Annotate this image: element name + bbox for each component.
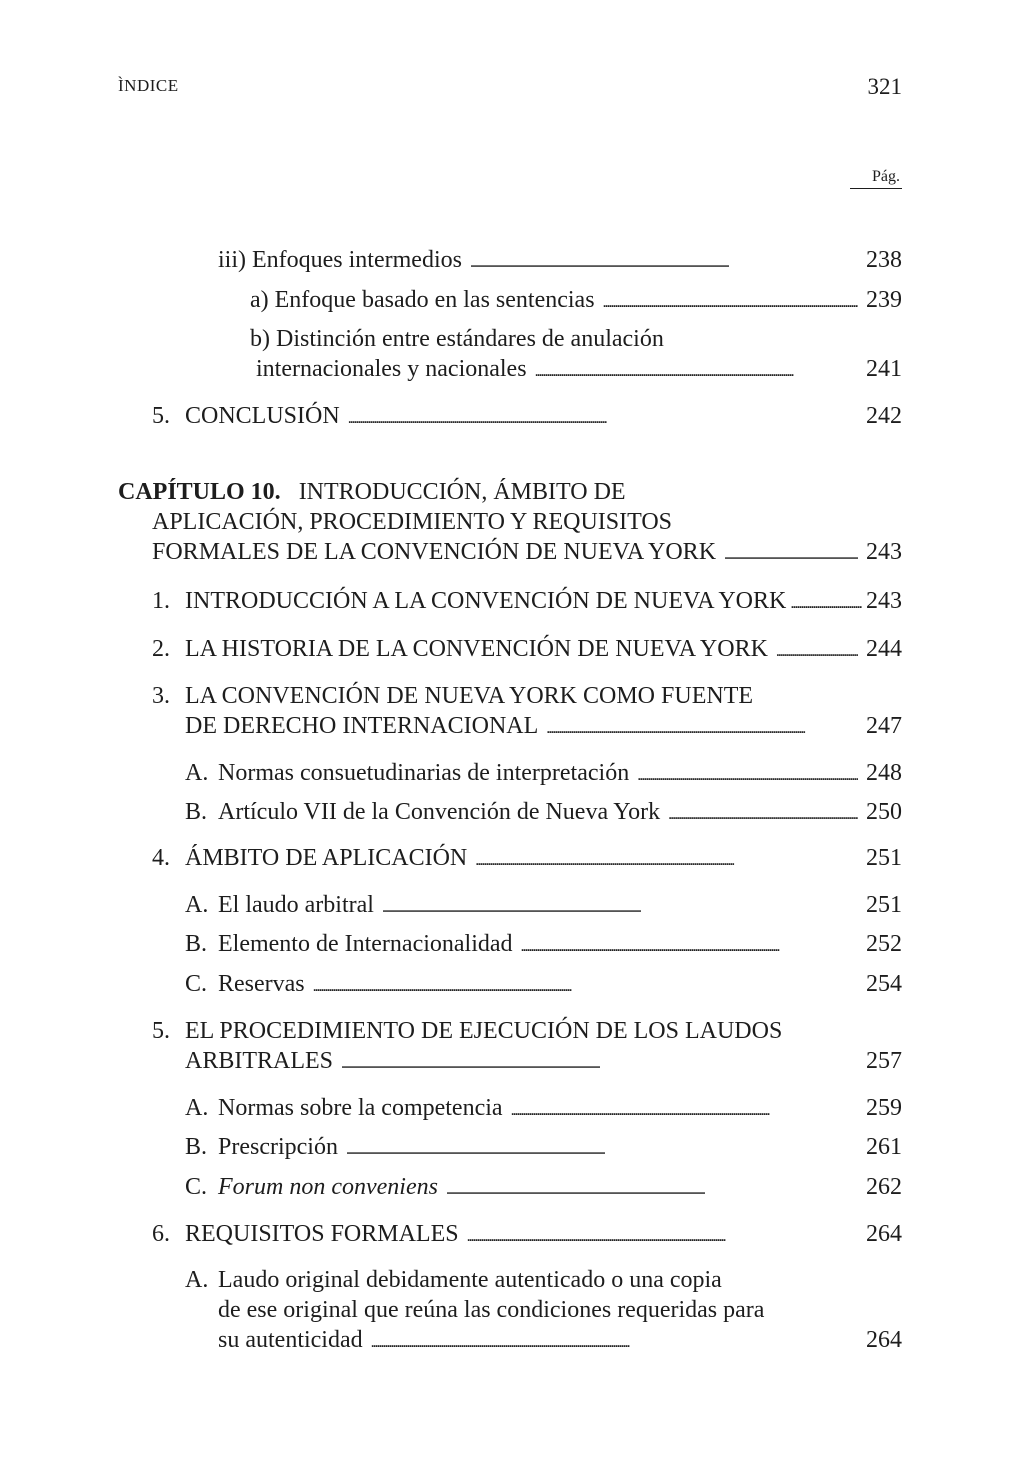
toc-entry: C. Forum non conveniens . . . 262 [185,1172,902,1205]
entry-page: 238 [866,247,902,273]
toc-entry: B. Elemento de Internacionalidad . . . 252 [185,929,902,962]
entry-page: 251 [866,892,902,918]
dot-leader [521,932,858,962]
dot-leader [470,248,858,278]
toc-entry: b) Distinción entre estándares de anulación internacionales y nacionales . . . 241 [250,324,902,387]
toc-entry: A. Normas sobre la competencia . . . 259 [185,1093,902,1126]
dot-leader [511,1096,858,1126]
entry-page: 250 [866,799,902,825]
dot-leader [341,1049,858,1079]
toc-entry: A. Normas consuetudinarias de interpretación . . . 248 [185,758,902,791]
entry-page: 257 [866,1048,902,1074]
dot-leader [668,800,858,830]
entry-page: 244 [866,636,902,662]
entry-page: 242 [866,403,902,429]
entry-page: 254 [866,971,902,997]
toc-entry: A. El laudo arbitral . . . 251 [185,890,902,923]
entry-page: 247 [866,713,902,739]
toc-entry: 2. LA HISTORIA DE LA CONVENCIÓN DE NUEVA YORK . . . 244 [152,634,902,667]
dot-leader [637,761,858,791]
dot-leader [446,1175,858,1205]
toc-entry: 4. ÁMBITO DE APLICACIÓN . . . 251 [152,843,902,876]
entry-page: 243 [866,539,902,565]
dot-leader [313,972,858,1002]
dot-leader [790,589,862,619]
page-column-label: Pág. [850,168,902,189]
entry-page: 243 [866,588,902,614]
entry-page: 261 [866,1134,902,1160]
toc-entry: C. Reservas . . . 254 [185,969,902,1002]
toc-entry: A. Laudo original debidamente autenticado o una copia de ese original que reúna las condiciones requeridas para su autenticidad . . . 264 [185,1265,902,1358]
dot-leader [546,714,858,744]
dot-leader [535,357,858,387]
dot-leader [346,1135,858,1165]
toc-entry: 5. CONCLUSIÓN . . . 242 [152,401,902,434]
toc-entry: 5. EL PROCEDIMIENTO DE EJECUCIÓN DE LOS LAUDOS ARBITRALES . . . 257 [152,1016,902,1079]
entry-page: 241 [866,356,902,382]
entry-page: 264 [866,1221,902,1247]
toc-entry: B. Prescripción . . . 261 [185,1132,902,1165]
entry-page: 262 [866,1174,902,1200]
chapter-label: CAPÍTULO 10. [118,479,281,505]
toc-entry: iii) Enfoques intermedios . . . 238 [218,245,902,278]
dot-leader [603,288,858,318]
dot-leader [776,637,858,667]
toc-entry: 6. REQUISITOS FORMALES . . . 264 [152,1219,902,1252]
toc-entry: a) Enfoque basado en las sentencias . . . 239 [250,285,902,318]
dot-leader [382,893,858,923]
dot-leader [724,540,858,570]
entry-page: 259 [866,1095,902,1121]
entry-page: 251 [866,845,902,871]
toc-entry: 1. INTRODUCCIÓN A LA CONVENCIÓN DE NUEVA YORK . . . 243 [152,586,902,619]
dot-leader [348,404,858,434]
page-number: 321 [867,74,902,99]
entry-page: 248 [866,760,902,786]
entry-page: 239 [866,287,902,313]
dot-leader [467,1222,858,1252]
entry-page: 264 [866,1327,902,1353]
entry-page: 252 [866,931,902,957]
dot-leader [475,846,858,876]
dot-leader [371,1328,858,1358]
toc-entry: 3. LA CONVENCIÓN DE NUEVA YORK COMO FUENTE DE DERECHO INTERNACIONAL . . . 247 [152,681,902,744]
chapter-heading: CAPÍTULO 10. INTRODUCCIÓN, ÁMBITO DE APLICACIÓN, PROCEDIMIENTO Y REQUISITOS FORMALES DE LA CONVENCIÓN DE NUEVA YORK . . . 243 [118,477,902,570]
running-head: ÌNDICE [118,76,179,95]
toc-entry: B. Artículo VII de la Convención de Nueva York . . . 250 [185,797,902,830]
